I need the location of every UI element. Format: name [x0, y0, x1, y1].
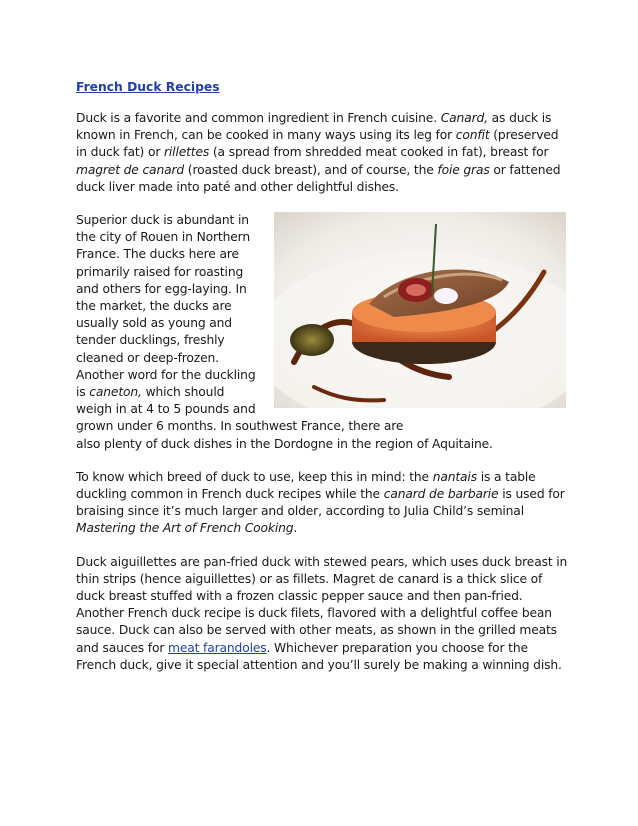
text: Superior duck is abundant in the city of Rouen in Northern France. The ducks here are primarily raised for roasting and others for egg-laying. In the market, the ducks are usually sold as young and tender ducklings, freshly cleaned or deep-frozen. Another word for the duckling is [76, 213, 256, 400]
meat-farandoles-link[interactable]: meat farandoles [168, 640, 267, 655]
text: as duck is known in French, can be cooked in many ways using its leg for [76, 111, 552, 143]
italic-term: caneton, [89, 385, 142, 400]
rouen-section [76, 212, 568, 453]
text: is a table duckling common in French duck recipes while the [76, 469, 536, 502]
rouen-paragraph-continued: also plenty of duck dishes in the Dordogne in the region of Aquitaine. [76, 436, 493, 451]
italic-term: Canard, [440, 111, 488, 125]
text: Duck aiguillettes are pan-fried duck with stewed pears, which uses duck breast in thin strips (hence aiguillettes) or as fillets. Magret de canard is a thick slice of duck breast stuffed with a frozen classic pepper sauce and then pan-fried. Another French duck recipe is duck filets, flavored with a delightful coffee bean sauce. Duck can also be served with other meats, as shown in the grilled meats and sauces for [76, 554, 568, 655]
text: or fattened duck liver made into paté and other delightful dishes. [76, 162, 561, 194]
text: (preserved in duck fat) or [76, 128, 559, 160]
italic-term: canard de barbarie [383, 487, 499, 502]
italic-term: magret de canard [76, 162, 185, 177]
italic-term: Mastering the Art of French Cooking [76, 521, 294, 536]
duck-dish-photo [274, 212, 566, 408]
text: Duck is a favorite and common ingredient in French cuisine. [76, 111, 441, 125]
italic-term: rillettes [164, 145, 210, 160]
text: (a spread from shredded meat cooked in fat), breast for [209, 145, 549, 160]
article-title[interactable]: French Duck Recipes [76, 80, 220, 94]
breed-paragraph [76, 469, 568, 538]
text: . [293, 521, 298, 536]
italic-term: foie gras [437, 162, 490, 177]
text: To know which breed of duck to use, keep this in mind: the [76, 469, 433, 484]
text: (roasted duck breast), and of course, the [184, 162, 438, 177]
duck-dish-illustration [274, 212, 566, 408]
text: which should weigh in at 4 to 5 pounds and grown under 6 months. In southwest France, there are [76, 385, 404, 434]
aiguillettes-paragraph [76, 554, 568, 674]
intro-paragraph [76, 110, 568, 196]
italic-term: nantais [432, 469, 477, 484]
text: . Whichever preparation you choose for the French duck, give it special attention and you’ll surely be making a winning dish. [76, 640, 562, 672]
italic-term: confit [455, 128, 490, 143]
text: is used for braising since it’s much larger and older, according to Julia Child’s seminal [76, 487, 565, 519]
